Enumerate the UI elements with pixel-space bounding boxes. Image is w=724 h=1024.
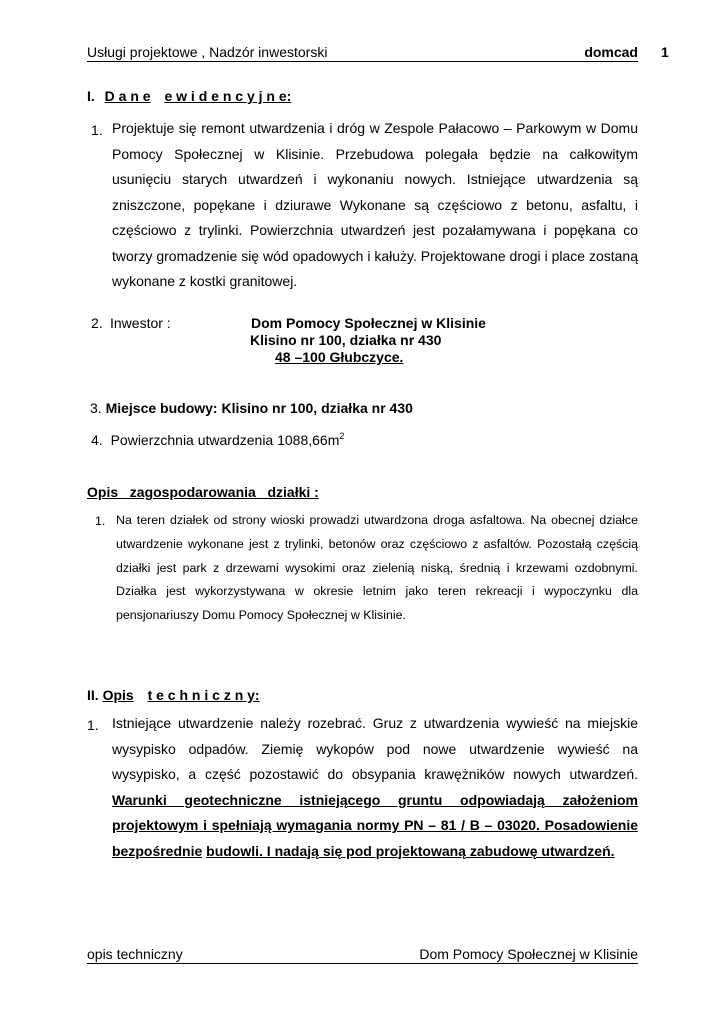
item-3-number: 3. bbox=[90, 400, 102, 416]
technical-item-1-text bbox=[112, 711, 638, 864]
item-1-number: 1. bbox=[91, 122, 103, 138]
surface-area-exponent: 2 bbox=[339, 431, 345, 441]
section-2-title-word2: t e c h n i c z n y: bbox=[147, 687, 260, 703]
footer-right-text: Dom Pomocy Społecznej w Klisinie bbox=[419, 946, 638, 962]
footer-left-text: opis techniczny bbox=[87, 946, 183, 962]
section-1-heading bbox=[87, 88, 291, 104]
investor-postcode: 48 –100 Głubczyce. bbox=[275, 349, 404, 365]
page-number: 1 bbox=[661, 44, 669, 60]
land-item-1-number: 1. bbox=[95, 514, 106, 528]
land-item-1-text: Na teren działek od strony wioski prowadzi utwardzona droga asfaltowa. Na obecnej działce utwardzenie wykonane jest z trylinki, betonów oraz częściowo z asfaltów. Pozostałą częścią działki jest park z drzewami wysokimi oraz zielenią niską, średnią i krzewami ozdobnymi. Działka jest wykorzystywana w okresie letnim jako teren rekreacji i wypoczynku dla pensjonariuszy Domu Pomocy Społecznej w Klisinie. bbox=[116, 513, 638, 623]
investor-address: Klisino nr 100, działka nr 430 bbox=[250, 332, 442, 348]
land-development-heading: Opis zagospodarowania działki : bbox=[87, 484, 319, 500]
header-company: domcad bbox=[584, 44, 638, 60]
technical-item-1-bold-2: budowli. I nadają się pod projektowaną zabudowę utwardzeń. bbox=[206, 842, 615, 859]
investor-label: Inwestor : bbox=[110, 315, 171, 331]
section-1-title-word1: D a n e bbox=[104, 88, 151, 104]
item-2-number: 2. bbox=[91, 315, 103, 331]
section-2-title-word1: Opis bbox=[102, 687, 134, 703]
section-2-roman: II. bbox=[87, 687, 99, 703]
technical-item-1-number: 1. bbox=[87, 717, 99, 733]
item-3 bbox=[90, 400, 413, 416]
section-2-heading bbox=[87, 687, 260, 703]
item-4-number: 4. bbox=[91, 432, 103, 448]
surface-area: Powierzchnia utwardzenia 1088,66m bbox=[110, 432, 340, 448]
header-left-text: Usługi projektowe , Nadzór inwestorski bbox=[87, 44, 328, 60]
construction-site: Miejsce budowy: Klisino nr 100, działka nr 430 bbox=[105, 400, 413, 416]
page-footer bbox=[87, 946, 638, 964]
page-header bbox=[87, 44, 638, 62]
investor-name: Dom Pomocy Społecznej w Klisinie bbox=[251, 315, 486, 331]
technical-item-1-bold-1: Warunki geotechniczne istniejącego gruntu odpowiadają założeniom projektowym i spełniają wymagania normy PN – 81 / B – 03020. Posadowienie bezpośrednie bbox=[112, 791, 638, 859]
item-1-text: Projektuje się remont utwardzenia i dróg w Zespole Pałacowo – Parkowym w Domu Pomocy Społecznej w Klisinie. Przebudowa polegała będzie na całkowitym usunięciu starych utwardzeń i wykonaniu nowych. Istniejące utwardzenia są zniszczone, popękane i dziurawe Wykonane są częściowo z betonu, asfaltu, i częściowo z trylinki. Powierzchnia utwardzeń jest pozałamywana i popękana co tworzy gromadzenie się wód opadowych i kałuży. Projektowane drogi i place zostaną wykonane z kostki granitowej. bbox=[112, 120, 638, 289]
section-1-roman: I. bbox=[87, 88, 95, 104]
section-1-title-word2: e w i d e n c y j n e: bbox=[164, 88, 292, 104]
item-4 bbox=[91, 431, 344, 448]
technical-item-1-plain: Istniejące utwardzenie należy rozebrać. Gruz z utwardzenia wywieść na miejskie wysypisko odpadów. Ziemię wykopów pod nowe utwardzenie wywieść na wysypisko, a część pozostawić do obsypania krawężników nowych utwardzeń. bbox=[112, 715, 638, 782]
